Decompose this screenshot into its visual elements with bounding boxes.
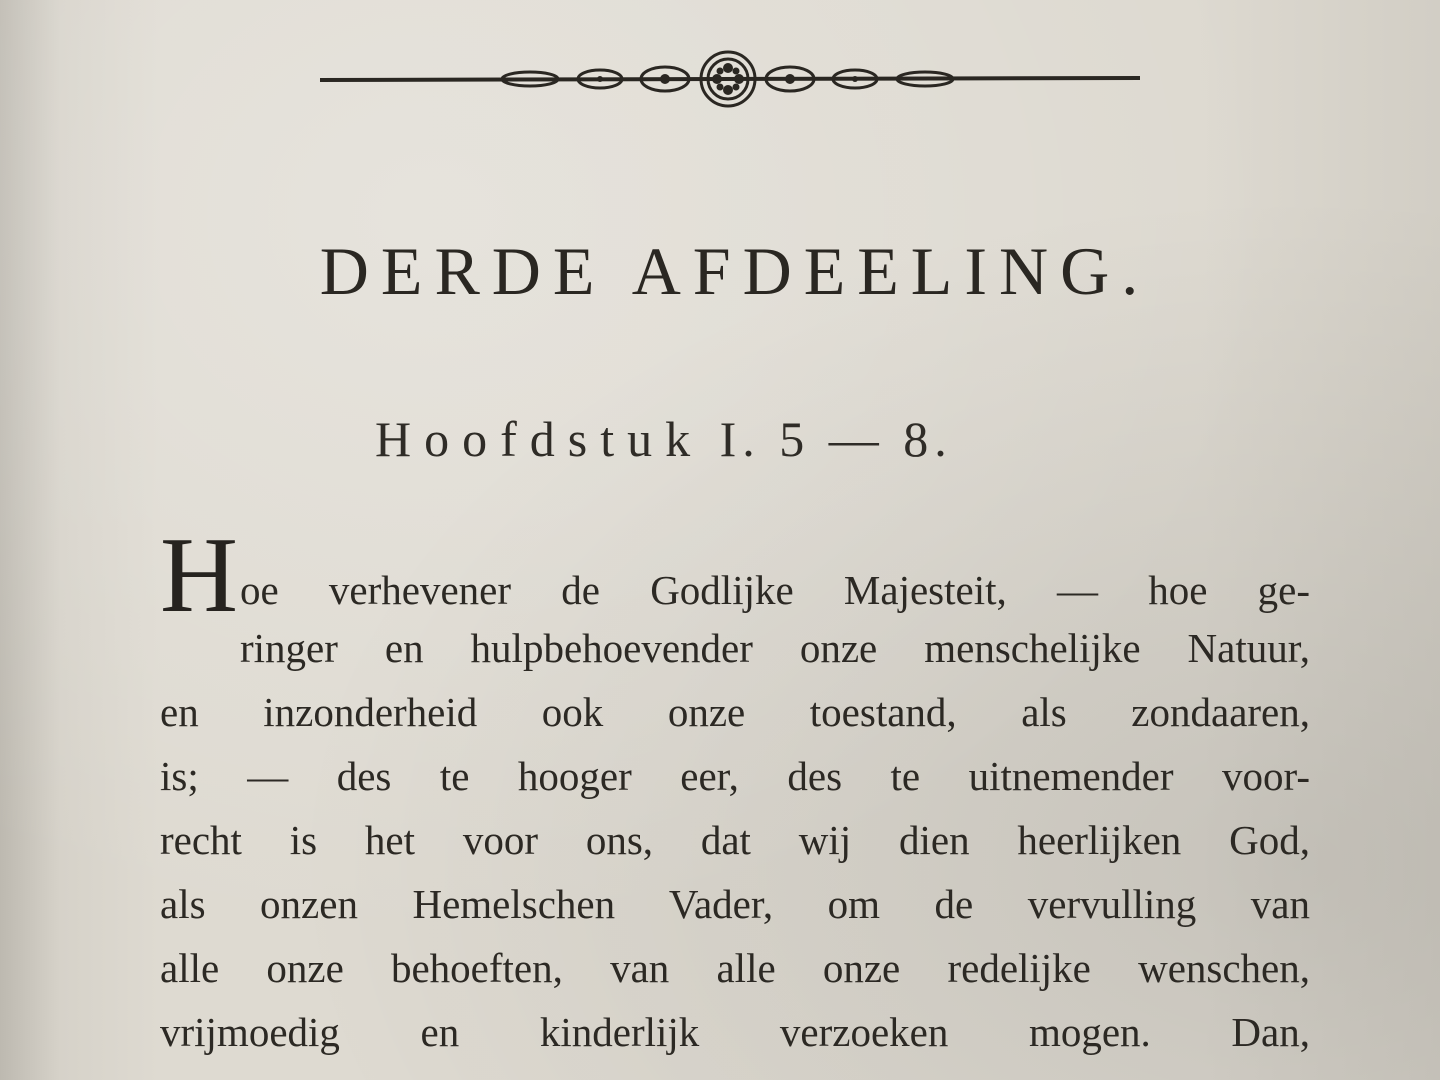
text-line-8: vrijmoedig en kinderlijk verzoeken mogen. Dan, xyxy=(160,1009,1310,1055)
drop-cap: H xyxy=(160,516,238,635)
text-line-2: ringer en hulpbehoevender onze menschelijke Natuur, xyxy=(240,625,1310,671)
text-line-7: alle onze behoeften, van alle onze redelijke wenschen, xyxy=(160,945,1310,991)
chapter-heading xyxy=(375,410,953,468)
section-title: DERDE AFDEELING. xyxy=(319,233,1151,309)
chapter-number: I. 5 — 8. xyxy=(719,411,953,467)
chapter-word: Hoofdstuk xyxy=(375,411,704,467)
text-line-3: en inzonderheid ook onze toestand, als zondaaren, xyxy=(160,689,1310,735)
text-line-5: recht is het voor ons, dat wij dien heerlijken God, xyxy=(160,817,1310,863)
decorative-ornament-rule xyxy=(320,48,1140,108)
text-line-6: als onzen Hemelschen Vader, om de vervulling van xyxy=(160,881,1310,927)
text-line-1-content: oe verhevener de Godlijke Majesteit, — hoe ge- xyxy=(240,567,1310,613)
body-paragraph xyxy=(160,516,1310,1064)
text-line-4: is; — des te hooger eer, des te uitnemender voor- xyxy=(160,753,1310,799)
text-line-1 xyxy=(160,516,1310,635)
